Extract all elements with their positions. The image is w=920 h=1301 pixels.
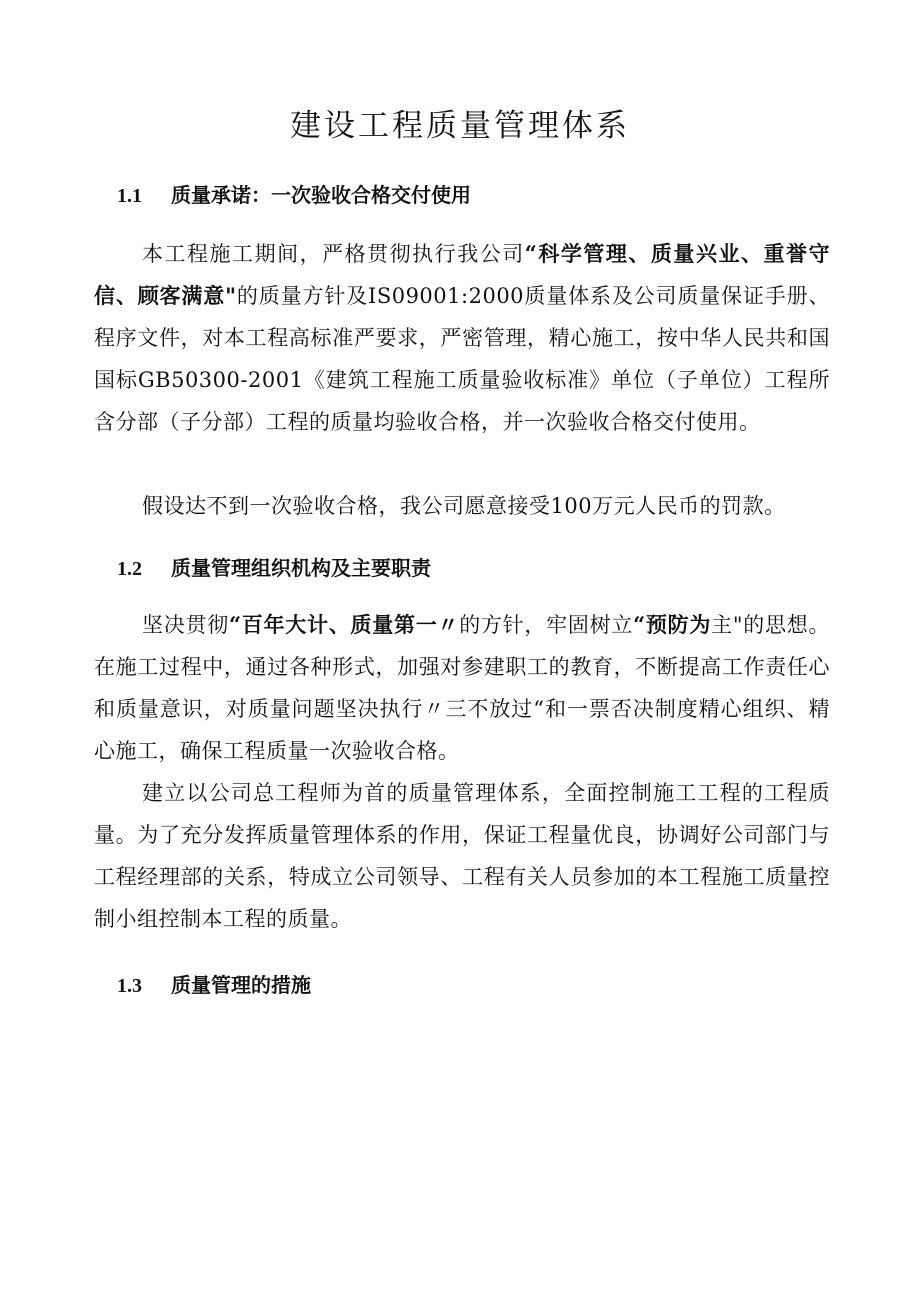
section-title: 质量管理的措施	[171, 973, 311, 997]
paragraph-text: 建立以公司总工程师为首的质量管理体系，全面控制施工工程的工程质量。为了充分发挥质量管理体系的作用，保证工程量优良，协调好公司部门与工程经理部的关系，特成立公司领导、工程有关人员参加的本工程施工质量控制小组控制本工程的质量。	[94, 781, 830, 931]
paragraph-management-system	[94, 772, 830, 940]
section-number: 1.3	[117, 975, 142, 997]
section-number: 1.2	[117, 558, 142, 580]
slogan-text: “预防为	[633, 612, 712, 637]
section-heading-1-3	[117, 970, 311, 1001]
section-number: 1.1	[117, 185, 142, 207]
paragraph-text: 主"的思想。在施工过程中，通过各种形式，加强对参建职工的教育，不断提高工作责任心和质量意识，对质量问题坚决执行〃三不放过“和一票否决制度精心组织、精心施工，确保工程质量一次验收合格。	[94, 613, 831, 763]
document-title: 建设工程质量管理体系	[290, 108, 630, 144]
section-title: 质量承诺：一次验收合格交付使用	[171, 183, 471, 207]
paragraph-text: 的质量方针及IS09001:2000质量体系及公司质量保证手册、程序文件，对本工程高标准严要求，严密管理，精心施工，按中华人民共和国国标GB50300-2001《建筑工程施工质量验收标准》单位（子单位）工程所含分部（子分部）工程的质量均验收合格，并一次验收合格交付使用。	[94, 284, 830, 434]
paragraph-quality-commitment	[94, 233, 830, 443]
quality-policy-text: “科学管理、质量兴业、重誉守信、顾客满意"	[94, 241, 831, 308]
paragraph-penalty	[94, 485, 830, 527]
paragraph-text: 的方针，牢固树立	[459, 613, 634, 637]
paragraph-text: 假设达不到一次验收合格，我公司愿意接受100万元人民币的罚款。	[142, 494, 786, 518]
paragraph-quality-first	[94, 604, 830, 772]
slogan-text: “百年大计、质量第一〃	[228, 612, 460, 637]
paragraph-text: 本工程施工期间，严格贯彻执行我公司	[142, 242, 525, 266]
section-heading-1-2	[117, 553, 431, 584]
section-heading-1-1	[117, 180, 471, 211]
paragraph-text: 坚决贯彻	[142, 613, 229, 637]
section-title: 质量管理组织机构及主要职责	[171, 556, 431, 580]
